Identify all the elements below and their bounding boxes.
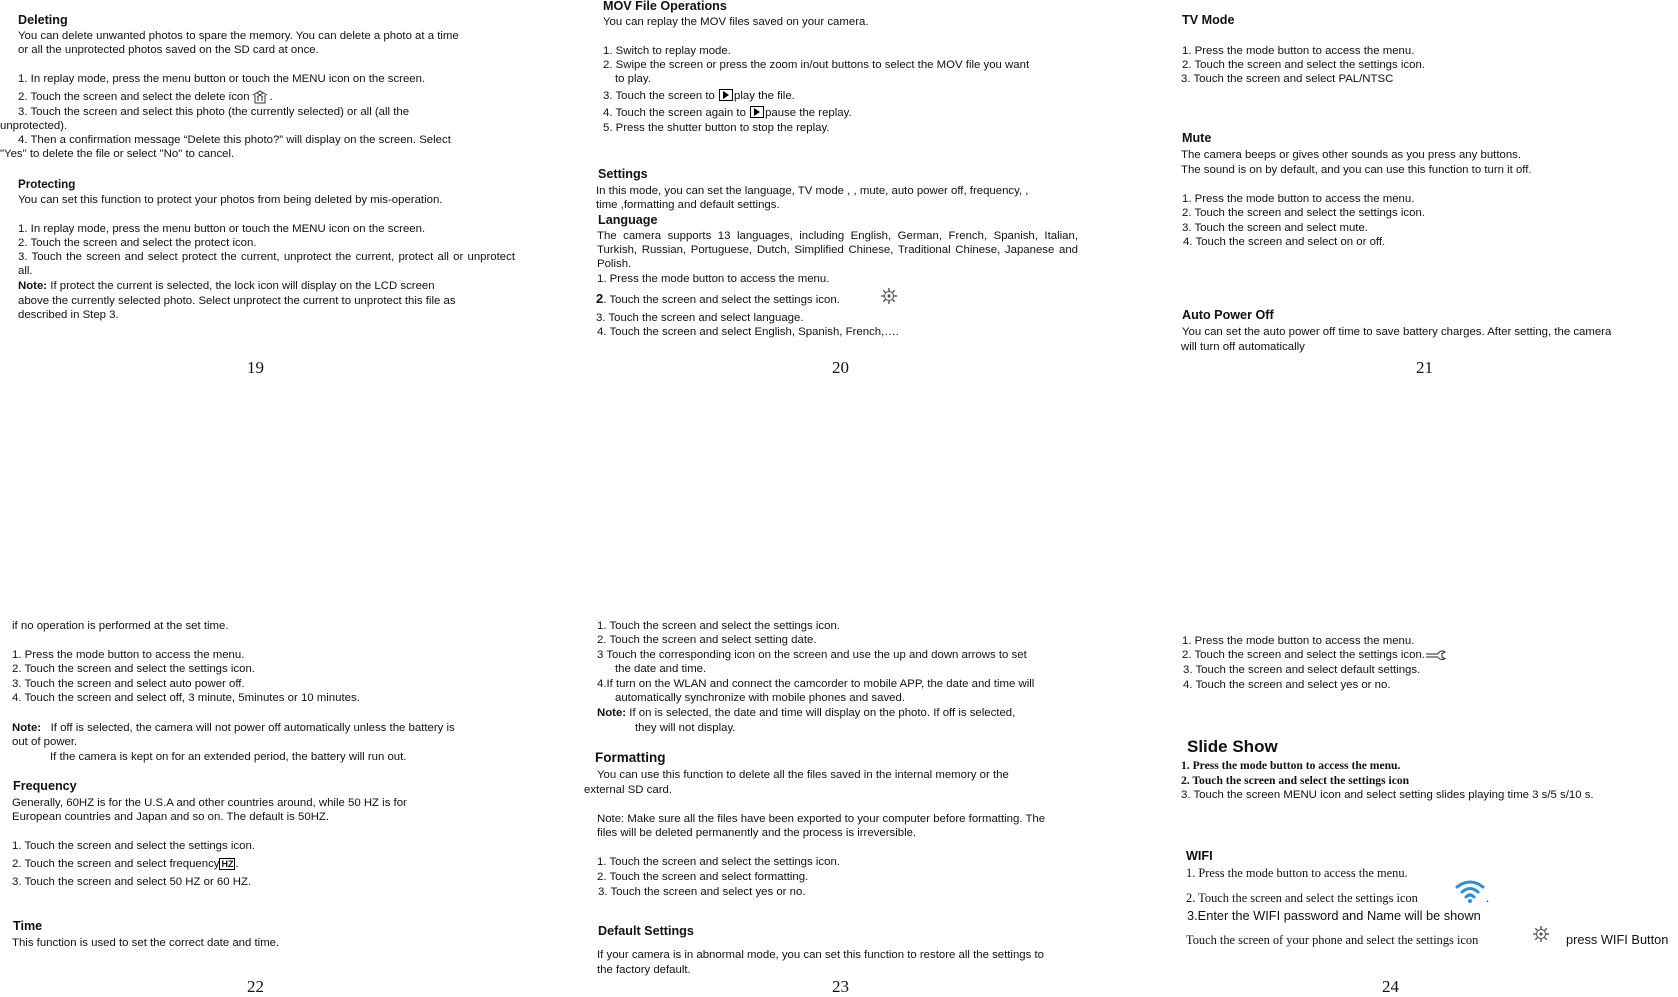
tv-step-2: 2. Touch the screen and select the settings icon. (1182, 59, 1425, 71)
protecting-note-1 (18, 279, 435, 293)
page-number-21: 21 (1416, 358, 1433, 377)
language-step-2-num: 2 (596, 291, 604, 306)
play-icon (719, 89, 733, 101)
protecting-note-3: described in Step 3. (18, 309, 119, 321)
tv-step-3: 3. Touch the screen and select PAL/NTSC (1181, 73, 1394, 85)
time-note-2: they will not display. (635, 722, 736, 734)
formatting-intro-1: You can use this function to delete all the files saved in the internal memory or the (597, 769, 1009, 781)
deleting-step-4a: 4. Then a confirmation message “Delete this photo?” will display on the screen. Select (18, 134, 451, 146)
settings-gear-icon (1532, 925, 1550, 943)
protecting-note-2: above the currently selected photo. Select unprotect the current to unprotect this file as (18, 295, 456, 307)
default-settings-intro-1: If your camera is in abnormal mode, you can set this function to restore all the settings to (597, 949, 1044, 961)
deleting-intro-line-2: or all the unprotected photos saved on the SD card at once. (18, 44, 319, 56)
language-step-2-text: . Touch the screen and select the settings icon. (603, 294, 840, 306)
time-heading: Time (13, 919, 43, 933)
auto-power-off-heading: Auto Power Off (1182, 308, 1274, 322)
slide-show-heading: Slide Show (1187, 737, 1278, 756)
mute-intro-2: The sound is on by default, and you can use this function to turn it off. (1181, 164, 1532, 176)
deleting-step-4b: "Yes" to delete the file or select "No" to cancel. (0, 148, 235, 160)
wifi-step-2-end: . (1486, 891, 1490, 905)
formatting-step-2: 2. Touch the screen and select formatting. (597, 871, 809, 883)
formatting-note-1: Note: Make sure all the files have been exported to your computer before formatting. The (597, 813, 1046, 825)
wifi-step-3: 3.Enter the WIFI password and Name will be shown (1187, 908, 1481, 923)
mute-step-2: 2. Touch the screen and select the settings icon. (1182, 207, 1425, 219)
auto-power-off-intro-1: You can set the auto power off time to save battery charges. After setting, the camera (1182, 326, 1612, 338)
delete-icon (250, 90, 270, 104)
time-note-1-text: If on is selected, the date and time will display on the photo. If off is selected, (626, 707, 1016, 719)
deleting-step-2 (18, 90, 273, 104)
language-step-2 (596, 292, 840, 307)
note-label: Note: (18, 280, 48, 292)
mov-step-4 (603, 106, 852, 120)
deleting-step-2-text: 2. Touch the screen and select the delete icon (18, 91, 250, 104)
mov-step-4-text: 4. Touch the screen again to (603, 107, 750, 119)
slide-step-1: 1. Press the mode button to access the menu. (1181, 759, 1401, 772)
protecting-step-1: 1. In replay mode, press the menu button or touch the MENU icon on the screen. (18, 223, 426, 235)
deleting-heading: Deleting (18, 13, 68, 27)
mov-heading: MOV File Operations (603, 0, 727, 13)
mov-step-1: 1. Switch to replay mode. (603, 45, 731, 57)
wifi-icon (1455, 878, 1485, 904)
wifi-step-2-text: 2. Touch the screen and select the settings icon (1186, 891, 1418, 905)
frequency-step-2-text: 2. Touch the screen and select frequency (12, 858, 220, 870)
frequency-heading: Frequency (13, 779, 77, 793)
auto-power-off-intro-2: will turn off automatically (1181, 341, 1305, 353)
mov-step-5: 5. Press the shutter button to stop the replay. (603, 122, 830, 134)
slide-step-3: 3. Touch the screen MENU icon and select setting slides playing time 3 s/5 s/10 s. (1181, 789, 1594, 801)
mov-step-3-text: 3. Touch the screen to (603, 90, 719, 102)
mute-step-4: 4. Touch the screen and select on or off. (1183, 236, 1386, 248)
apo-note-1 (12, 721, 455, 735)
language-step-3: 3. Touch the screen and select language. (596, 312, 804, 324)
time-step-3b: the date and time. (615, 663, 707, 675)
apo-note-3: If the camera is kept on for an extended period, the battery will run out. (50, 751, 407, 763)
default-step-3: 3. Touch the screen and select default settings. (1183, 664, 1421, 676)
mov-step-4-end: pause the replay. (765, 107, 852, 119)
settings-gear-icon (880, 287, 898, 305)
apo-step-2: 2. Touch the screen and select the settings icon. (12, 663, 255, 675)
mov-step-2a: 2. Swipe the screen or press the zoom in/out buttons to select the MOV file you want (603, 59, 1030, 71)
frequency-step-1: 1. Touch the screen and select the settings icon. (12, 840, 255, 852)
note-label: Note: (12, 722, 42, 734)
formatting-note-2: files will be deleted permanently and the process is irreversible. (597, 827, 917, 839)
mov-intro: You can replay the MOV files saved on your camera. (603, 16, 869, 28)
mute-step-1: 1. Press the mode button to access the menu. (1182, 193, 1415, 205)
default-settings-heading: Default Settings (598, 924, 694, 938)
page-number-19: 19 (247, 358, 264, 377)
language-step-4: 4. Touch the screen and select English, Spanish, French,…. (597, 326, 899, 338)
default-settings-intro-2: the factory default. (597, 964, 691, 976)
protecting-step-2: 2. Touch the screen and select the protect icon. (18, 237, 257, 249)
wifi-step-1: 1. Press the mode button to access the menu. (1186, 866, 1408, 880)
language-step-1: 1. Press the mode button to access the menu. (597, 273, 830, 285)
settings-heading: Settings (598, 167, 648, 181)
wifi-step-4: Touch the screen of your phone and select the settings icon (1186, 933, 1479, 947)
wrench-icon (1425, 649, 1447, 661)
protecting-note-1-text: If protect the current is selected, the lock icon will display on the LCD screen (47, 280, 435, 292)
wifi-step-2 (1186, 891, 1418, 905)
mute-intro-1: The camera beeps or gives other sounds as you press any buttons. (1181, 149, 1522, 161)
slide-step-2: 2. Touch the screen and select the settings icon (1181, 774, 1410, 787)
apo-step-1: 1. Press the mode button to access the menu. (12, 649, 245, 661)
apo-note-2: out of power. (12, 736, 78, 748)
frequency-step-2-end: . (235, 858, 239, 870)
frequency-intro-2: European countries and Japan and so on. The default is 50HZ. (12, 811, 330, 823)
default-step-2 (1182, 648, 1447, 662)
deleting-step-2-end: . (269, 91, 273, 104)
apo-step-4: 4. Touch the screen and select off, 3 minute, 5minutes or 10 minutes. (12, 692, 360, 704)
frequency-intro-1: Generally, 60HZ is for the U.S.A and other countries around, while 50 HZ is for (12, 797, 407, 809)
language-body: The camera supports 13 languages, including English, German, French, Spanish, Italian, Turkish, Russian, Portuguese, Dutch, Simplified Chinese, Traditional Chinese, Japanese and Polish. (597, 230, 1078, 270)
tv-step-1: 1. Press the mode button to access the menu. (1182, 45, 1415, 57)
page-number-23: 23 (832, 977, 849, 996)
formatting-step-3: 3. Touch the screen and select yes or no. (598, 886, 806, 898)
frequency-hz-icon: HZ (221, 859, 234, 869)
time-note-1 (597, 706, 1015, 720)
page-number-20: 20 (832, 358, 849, 377)
apo-note-1-text: If off is selected, the camera will not power off automatically unless the battery is (41, 722, 455, 734)
settings-intro-1: In this mode, you can set the language, TV mode , , mute, auto power off, frequency, , (596, 185, 1029, 197)
apo-step-3: 3. Touch the screen and select auto power off. (12, 678, 245, 690)
formatting-heading: Formatting (595, 750, 666, 765)
settings-intro-2: time ,formatting and default settings. (596, 199, 780, 211)
tv-mode-heading: TV Mode (1182, 13, 1235, 27)
pause-icon (750, 106, 764, 118)
default-step-2-text: 2. Touch the screen and select the settings icon. (1182, 649, 1425, 661)
time-step-4b: automatically synchronize with mobile phones and saved. (615, 692, 905, 704)
apo-continuation: if no operation is performed at the set time. (12, 620, 229, 632)
page-number-24: 24 (1382, 977, 1399, 996)
frequency-step-3: 3. Touch the screen and select 50 HZ or 60 HZ. (12, 876, 252, 888)
language-heading: Language (598, 213, 658, 227)
mute-step-3: 3. Touch the screen and select mute. (1182, 222, 1368, 234)
formatting-step-1: 1. Touch the screen and select the settings icon. (597, 856, 840, 868)
default-step-4: 4. Touch the screen and select yes or no. (1183, 679, 1391, 691)
deleting-step-3a: 3. Touch the screen and select this photo (the currently selected) or all (all the (18, 106, 410, 118)
time-intro: This function is used to set the correct date and time. (12, 937, 280, 949)
wifi-step-4-end: press WIFI Button (1566, 932, 1669, 947)
protecting-heading: Protecting (18, 178, 76, 191)
deleting-intro-line-1: You can delete unwanted photos to spare the memory. You can delete a photo at a time (18, 30, 459, 42)
protecting-step-3: 3. Touch the screen and select protect the current, unprotect the current, protect all or unprotect all. (18, 251, 515, 277)
deleting-step-3b: unprotected). (0, 120, 68, 132)
page-number-22: 22 (247, 977, 264, 996)
default-step-1: 1. Press the mode button to access the menu. (1182, 635, 1415, 647)
time-step-1: 1. Touch the screen and select the settings icon. (597, 620, 840, 632)
time-step-3a: 3 Touch the corresponding icon on the screen and use the up and down arrows to set (597, 649, 1027, 661)
note-label: Note: (597, 707, 627, 719)
time-step-4a: 4.If turn on the WLAN and connect the camcorder to mobile APP, the date and time will (597, 678, 1035, 690)
mute-heading: Mute (1182, 131, 1212, 145)
mov-step-3 (603, 89, 795, 103)
mov-step-2b: to play. (615, 73, 651, 85)
mov-step-3-end: play the file. (734, 90, 795, 102)
deleting-step-1: 1. In replay mode, press the menu button or touch the MENU icon on the screen. (18, 73, 426, 85)
protecting-intro: You can set this function to protect your photos from being deleted by mis-operation. (18, 194, 443, 206)
time-step-2: 2. Touch the screen and select setting date. (597, 634, 817, 646)
frequency-step-2 (12, 857, 239, 871)
wifi-heading: WIFI (1186, 849, 1213, 863)
formatting-intro-2: external SD card. (584, 784, 672, 796)
